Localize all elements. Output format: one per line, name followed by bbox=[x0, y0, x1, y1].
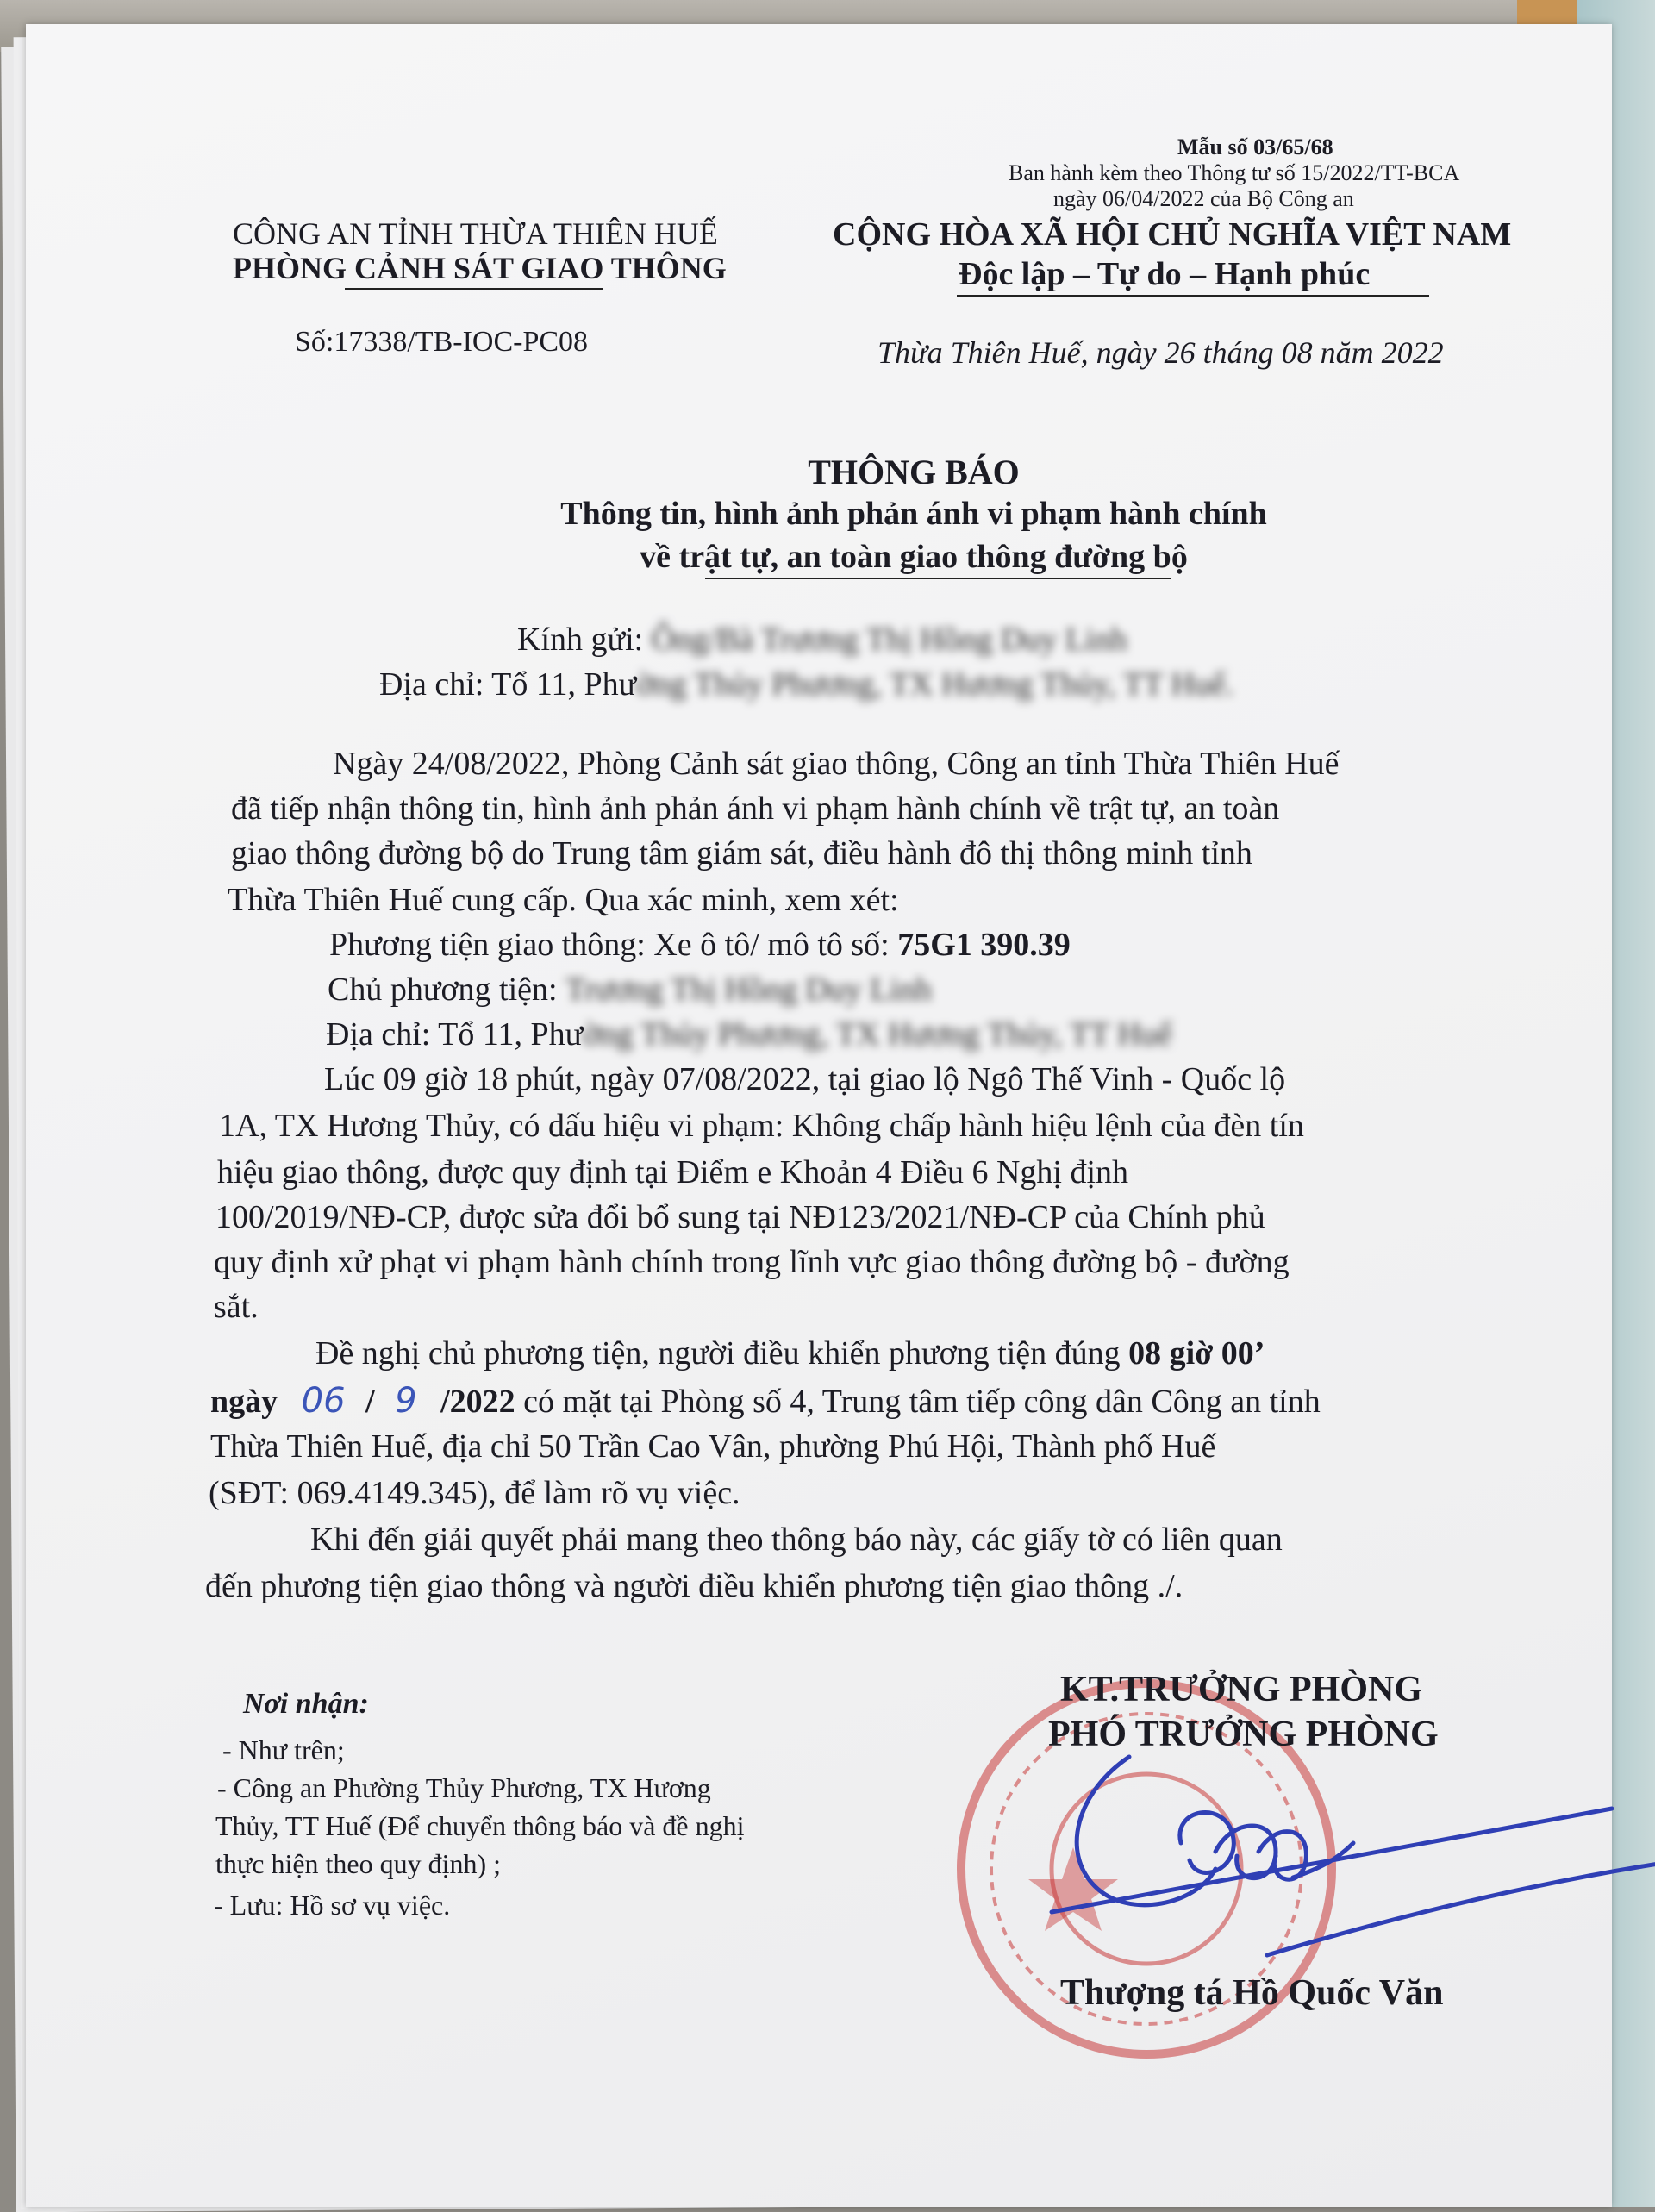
body-line: sắt. bbox=[214, 1289, 259, 1325]
body-line: đến phương tiện giao thông và người điều khiển phương tiện giao thông ./. bbox=[205, 1568, 1183, 1604]
vehicle-label: Phương tiện giao thông: Xe ô tô/ mô tô số: bbox=[329, 927, 898, 963]
appointment-year: /2022 bbox=[440, 1384, 515, 1420]
body-line: đã tiếp nhận thông tin, hình ảnh phản ánh vi phạm hành chính về trật tự, an toàn bbox=[231, 790, 1280, 827]
body-line: 100/2019/NĐ-CP, được sửa đổi bổ sung tại NĐ123/2021/NĐ-CP của Chính phủ bbox=[215, 1199, 1265, 1235]
owner-line bbox=[328, 971, 932, 1009]
addressee-address-line bbox=[379, 665, 1233, 703]
recipient-item: - Công an Phường Thủy Phương, TX Hương bbox=[217, 1772, 711, 1803]
signer-name: Thượng tá Hồ Quốc Văn bbox=[1060, 1973, 1444, 2013]
recipients-title: Nơi nhận: bbox=[243, 1688, 369, 1720]
handwritten-day: 06 bbox=[301, 1381, 346, 1421]
place-date: Thừa Thiên Huế, ngày 26 tháng 08 năm 2022 bbox=[877, 335, 1444, 370]
owner-label: Chủ phương tiện: bbox=[328, 972, 566, 1008]
divider bbox=[705, 578, 1171, 579]
handwritten-month: 9 bbox=[395, 1381, 417, 1421]
body-line: Ngày 24/08/2022, Phòng Cảnh sát giao thông, Công an tỉnh Thừa Thiên Huế bbox=[333, 746, 1340, 782]
signer-position: PHÓ TRƯỞNG PHÒNG bbox=[1048, 1715, 1439, 1754]
recipient-item: thực hiện theo quy định) ; bbox=[215, 1848, 502, 1879]
body-line: Thừa Thiên Huế cung cấp. Qua xác minh, xem xét: bbox=[228, 882, 899, 918]
body-line: Khi đến giải quyết phải mang theo thông báo này, các giấy tờ có liên quan bbox=[310, 1522, 1283, 1558]
document-page bbox=[26, 24, 1612, 2207]
vehicle-line bbox=[329, 926, 1071, 964]
document-subtitle: Thông tin, hình ảnh phản ánh vi phạm hành chính bbox=[560, 496, 1267, 532]
address-label: Địa chỉ: Tổ 11, Phư bbox=[379, 666, 637, 703]
department-name: PHÒNG CẢNH SÁT GIAO THÔNG bbox=[233, 251, 727, 285]
nation-motto: Độc lập – Tự do – Hạnh phúc bbox=[959, 256, 1371, 292]
redacted-owner-address: ờng Thủy Phương bbox=[583, 1016, 821, 1053]
issued-date: ngày 06/04/2022 của Bộ Công an bbox=[1053, 186, 1354, 211]
redacted-address: ờng Thủy Phương, TX Hương Thủy, TT Huế. bbox=[636, 666, 1234, 703]
nation-title: CỘNG HÒA XÃ HỘI CHỦ NGHĨA VIỆT NAM bbox=[833, 216, 1512, 253]
recipient-item: Thủy, TT Huế (Để chuyển thông báo và đề nghị bbox=[215, 1810, 745, 1841]
body-text: có mặt tại Phòng số 4, Trung tâm tiếp công dân Công an tỉnh bbox=[515, 1384, 1321, 1420]
body-line: giao thông đường bộ do Trung tâm giám sát, điều hành đô thị thông minh tỉnh bbox=[231, 835, 1252, 872]
divider bbox=[957, 295, 1429, 297]
appointment-date-line bbox=[210, 1381, 1321, 1421]
document-number: Số:17338/TB-IOC-PC08 bbox=[295, 326, 589, 358]
recipient-item: - Lưu: Hồ sơ vụ việc. bbox=[214, 1890, 451, 1921]
agency-name: CÔNG AN TỈNH THỪA THIÊN HUẾ bbox=[233, 216, 718, 251]
date-separator: / bbox=[365, 1384, 375, 1420]
document-title: THÔNG BÁO bbox=[808, 453, 1020, 491]
body-line: 1A, TX Hương Thủy, có dấu hiệu vi phạm: Không chấp hành hiệu lệnh của đèn tín bbox=[219, 1108, 1304, 1144]
redacted-owner: Trương Thị Hồng Duy Linh bbox=[565, 972, 933, 1008]
addressee-line bbox=[517, 621, 1127, 659]
divider bbox=[345, 288, 603, 290]
redacted-owner-address-end: , TX Hương Thủy, TT Huế bbox=[820, 1016, 1172, 1053]
signer-title: KT.TRƯỞNG PHÒNG bbox=[1060, 1670, 1422, 1709]
body-line: Lúc 09 giờ 18 phút, ngày 07/08/2022, tại giao lộ Ngô Thế Vinh - Quốc lộ bbox=[324, 1061, 1286, 1097]
redacted-name: Ông/Bà Trương Thị Hồng Duy Linh bbox=[651, 622, 1127, 658]
body-line: Thừa Thiên Huế, địa chỉ 50 Trần Cao Vân, phường Phú Hội, Thành phố Huế bbox=[210, 1428, 1216, 1465]
owner-address-label: Địa chỉ: Tổ 11, Phư bbox=[326, 1016, 584, 1053]
body-line: quy định xử phạt vi phạm hành chính trong lĩnh vực giao thông đường bộ - đường bbox=[214, 1244, 1290, 1280]
license-plate: 75G1 390.39 bbox=[897, 927, 1071, 963]
addressee-label: Kính gửi: bbox=[517, 622, 644, 658]
body-text: Đề nghị chủ phương tiện, người điều khiển phương tiện đúng bbox=[315, 1335, 1129, 1372]
recipient-item: - Như trên; bbox=[222, 1734, 345, 1765]
body-line: (SĐT: 069.4149.345), để làm rõ vụ việc. bbox=[209, 1475, 740, 1511]
appointment-time: 08 giờ 00’ bbox=[1128, 1335, 1265, 1372]
owner-address-line bbox=[326, 1015, 1172, 1053]
body-line bbox=[315, 1334, 1265, 1372]
body-line: hiệu giao thông, được quy định tại Điểm e Khoản 4 Điều 6 Nghị định bbox=[217, 1154, 1129, 1190]
issued-by: Ban hành kèm theo Thông tư số 15/2022/TT-BCA bbox=[1009, 160, 1460, 185]
document-subtitle: về trật tự, an toàn giao thông đường bộ bbox=[640, 539, 1188, 575]
form-number: Mẫu số 03/65/68 bbox=[1177, 134, 1333, 159]
date-label: ngày bbox=[210, 1384, 278, 1420]
